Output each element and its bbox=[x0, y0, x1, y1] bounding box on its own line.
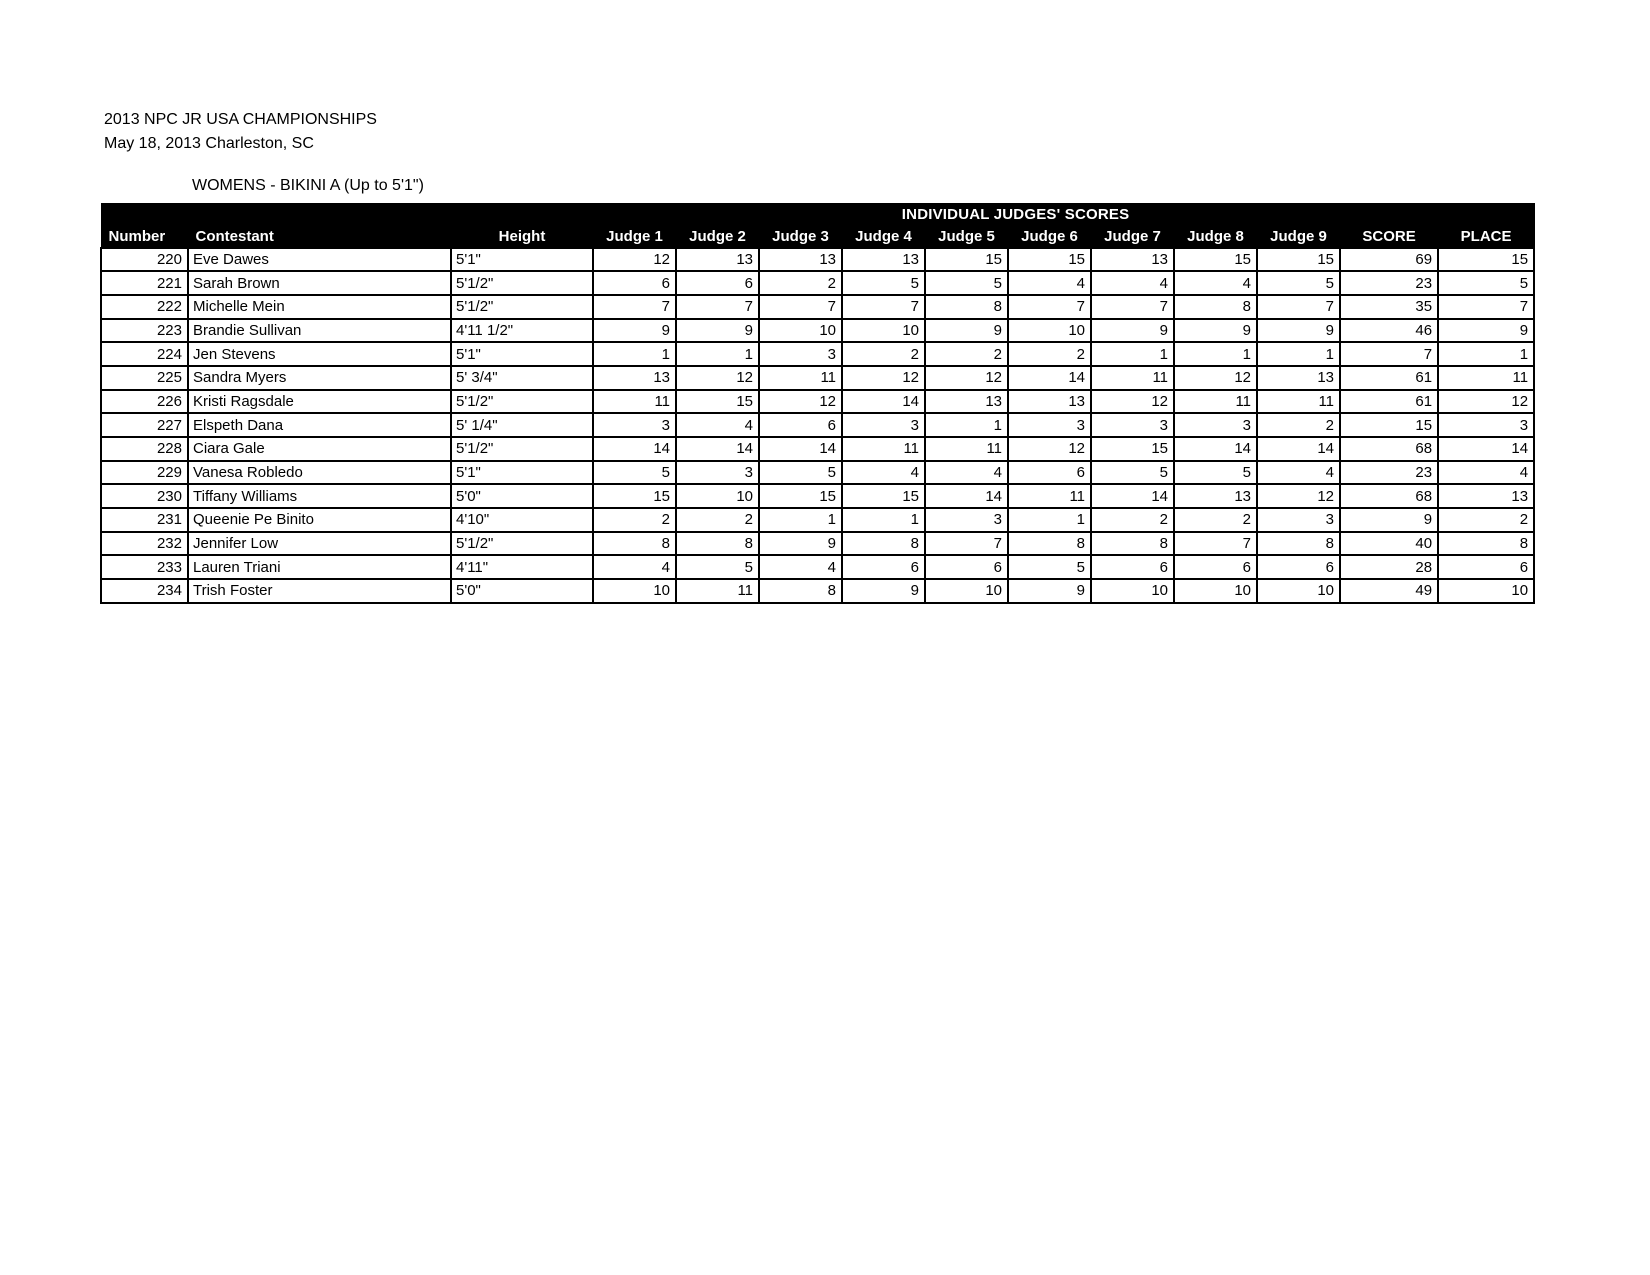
cell-judge-1: 9 bbox=[593, 319, 676, 343]
table-row bbox=[101, 461, 1534, 485]
cell-judge-5: 2 bbox=[925, 342, 1008, 366]
cell-judge-6: 13 bbox=[1008, 390, 1091, 414]
cell-judge-9: 4 bbox=[1257, 461, 1340, 485]
cell-number: 234 bbox=[101, 579, 188, 603]
cell-judge-3: 5 bbox=[759, 461, 842, 485]
cell-number: 223 bbox=[101, 319, 188, 343]
cell-contestant: Eve Dawes bbox=[188, 248, 451, 272]
cell-judge-7: 9 bbox=[1091, 319, 1174, 343]
cell-contestant: Elspeth Dana bbox=[188, 413, 451, 437]
cell-judge-8: 8 bbox=[1174, 295, 1257, 319]
cell-judge-3: 6 bbox=[759, 413, 842, 437]
cell-judge-3: 12 bbox=[759, 390, 842, 414]
cell-judge-9: 8 bbox=[1257, 532, 1340, 556]
cell-judge-4: 3 bbox=[842, 413, 925, 437]
table-row bbox=[101, 508, 1534, 532]
cell-contestant: Brandie Sullivan bbox=[188, 319, 451, 343]
cell-judge-5: 1 bbox=[925, 413, 1008, 437]
cell-judge-1: 10 bbox=[593, 579, 676, 603]
cell-judge-5: 4 bbox=[925, 461, 1008, 485]
cell-judge-2: 3 bbox=[676, 461, 759, 485]
cell-judge-1: 4 bbox=[593, 555, 676, 579]
cell-judge-5: 13 bbox=[925, 390, 1008, 414]
cell-number: 226 bbox=[101, 390, 188, 414]
cell-judge-8: 14 bbox=[1174, 437, 1257, 461]
cell-judge-9: 9 bbox=[1257, 319, 1340, 343]
cell-judge-9: 1 bbox=[1257, 342, 1340, 366]
cell-judge-6: 9 bbox=[1008, 579, 1091, 603]
cell-judge-8: 5 bbox=[1174, 461, 1257, 485]
cell-judge-7: 8 bbox=[1091, 532, 1174, 556]
cell-judge-8: 4 bbox=[1174, 271, 1257, 295]
cell-judge-2: 10 bbox=[676, 484, 759, 508]
cell-judge-1: 13 bbox=[593, 366, 676, 390]
cell-judge-3: 1 bbox=[759, 508, 842, 532]
cell-judge-1: 5 bbox=[593, 461, 676, 485]
cell-judge-6: 5 bbox=[1008, 555, 1091, 579]
cell-judge-2: 15 bbox=[676, 390, 759, 414]
table-row bbox=[101, 319, 1534, 343]
cell-height: 5'1/2" bbox=[451, 295, 593, 319]
cell-height: 4'11" bbox=[451, 555, 593, 579]
cell-judge-8: 12 bbox=[1174, 366, 1257, 390]
cell-number: 228 bbox=[101, 437, 188, 461]
col-header-judge-8: Judge 8 bbox=[1174, 226, 1257, 248]
cell-judge-4: 6 bbox=[842, 555, 925, 579]
event-title: 2013 NPC JR USA CHAMPIONSHIPS bbox=[104, 111, 377, 128]
cell-place: 2 bbox=[1438, 508, 1534, 532]
cell-contestant: Jennifer Low bbox=[188, 532, 451, 556]
band-spacer-right bbox=[1438, 204, 1534, 226]
table-row bbox=[101, 295, 1534, 319]
band-spacer-left bbox=[101, 204, 593, 226]
cell-judge-3: 2 bbox=[759, 271, 842, 295]
cell-place: 1 bbox=[1438, 342, 1534, 366]
table-row bbox=[101, 484, 1534, 508]
cell-number: 233 bbox=[101, 555, 188, 579]
band-row bbox=[101, 204, 1534, 226]
cell-place: 15 bbox=[1438, 248, 1534, 272]
cell-judge-8: 1 bbox=[1174, 342, 1257, 366]
cell-judge-3: 3 bbox=[759, 342, 842, 366]
cell-judge-6: 12 bbox=[1008, 437, 1091, 461]
cell-contestant: Jen Stevens bbox=[188, 342, 451, 366]
cell-number: 229 bbox=[101, 461, 188, 485]
cell-contestant: Trish Foster bbox=[188, 579, 451, 603]
cell-height: 5'0" bbox=[451, 484, 593, 508]
cell-judge-1: 2 bbox=[593, 508, 676, 532]
cell-number: 222 bbox=[101, 295, 188, 319]
cell-judge-1: 1 bbox=[593, 342, 676, 366]
cell-contestant: Kristi Ragsdale bbox=[188, 390, 451, 414]
cell-score: 68 bbox=[1340, 437, 1438, 461]
table-row bbox=[101, 342, 1534, 366]
cell-judge-2: 5 bbox=[676, 555, 759, 579]
cell-judge-8: 13 bbox=[1174, 484, 1257, 508]
col-header-judge-5: Judge 5 bbox=[925, 226, 1008, 248]
cell-judge-4: 5 bbox=[842, 271, 925, 295]
cell-judge-6: 7 bbox=[1008, 295, 1091, 319]
cell-judge-5: 10 bbox=[925, 579, 1008, 603]
cell-height: 5' 3/4" bbox=[451, 366, 593, 390]
table-row bbox=[101, 532, 1534, 556]
cell-height: 5'1/2" bbox=[451, 271, 593, 295]
cell-judge-2: 1 bbox=[676, 342, 759, 366]
cell-judge-1: 6 bbox=[593, 271, 676, 295]
cell-judge-7: 14 bbox=[1091, 484, 1174, 508]
cell-contestant: Vanesa Robledo bbox=[188, 461, 451, 485]
col-header-number: Number bbox=[101, 226, 188, 248]
cell-place: 3 bbox=[1438, 413, 1534, 437]
cell-place: 11 bbox=[1438, 366, 1534, 390]
cell-contestant: Sarah Brown bbox=[188, 271, 451, 295]
cell-judge-3: 15 bbox=[759, 484, 842, 508]
cell-judge-5: 7 bbox=[925, 532, 1008, 556]
cell-judge-5: 5 bbox=[925, 271, 1008, 295]
cell-judge-5: 3 bbox=[925, 508, 1008, 532]
cell-contestant: Tiffany Williams bbox=[188, 484, 451, 508]
cell-judge-1: 3 bbox=[593, 413, 676, 437]
cell-judge-4: 12 bbox=[842, 366, 925, 390]
cell-judge-8: 10 bbox=[1174, 579, 1257, 603]
cell-score: 35 bbox=[1340, 295, 1438, 319]
col-header-place: PLACE bbox=[1438, 226, 1534, 248]
cell-judge-5: 14 bbox=[925, 484, 1008, 508]
cell-score: 7 bbox=[1340, 342, 1438, 366]
cell-judge-3: 10 bbox=[759, 319, 842, 343]
table-row bbox=[101, 366, 1534, 390]
cell-height: 5'1" bbox=[451, 248, 593, 272]
cell-number: 227 bbox=[101, 413, 188, 437]
cell-score: 15 bbox=[1340, 413, 1438, 437]
cell-score: 69 bbox=[1340, 248, 1438, 272]
table-row bbox=[101, 271, 1534, 295]
cell-judge-7: 12 bbox=[1091, 390, 1174, 414]
cell-judge-1: 11 bbox=[593, 390, 676, 414]
event-date-location: May 18, 2013 Charleston, SC bbox=[104, 135, 314, 152]
cell-judge-5: 6 bbox=[925, 555, 1008, 579]
cell-judge-7: 7 bbox=[1091, 295, 1174, 319]
cell-judge-9: 7 bbox=[1257, 295, 1340, 319]
cell-judge-5: 15 bbox=[925, 248, 1008, 272]
cell-score: 9 bbox=[1340, 508, 1438, 532]
cell-judge-1: 12 bbox=[593, 248, 676, 272]
cell-judge-3: 7 bbox=[759, 295, 842, 319]
col-header-judge-6: Judge 6 bbox=[1008, 226, 1091, 248]
cell-judge-6: 15 bbox=[1008, 248, 1091, 272]
cell-judge-4: 13 bbox=[842, 248, 925, 272]
cell-judge-6: 11 bbox=[1008, 484, 1091, 508]
cell-judge-1: 7 bbox=[593, 295, 676, 319]
cell-height: 5'1" bbox=[451, 461, 593, 485]
col-header-judge-4: Judge 4 bbox=[842, 226, 925, 248]
cell-height: 4'10" bbox=[451, 508, 593, 532]
results-table-body bbox=[101, 248, 1534, 603]
cell-judge-9: 11 bbox=[1257, 390, 1340, 414]
division-title: WOMENS - BIKINI A (Up to 5'1") bbox=[192, 177, 424, 194]
cell-height: 4'11 1/2" bbox=[451, 319, 593, 343]
cell-judge-7: 4 bbox=[1091, 271, 1174, 295]
cell-place: 6 bbox=[1438, 555, 1534, 579]
table-row bbox=[101, 248, 1534, 272]
cell-judge-2: 14 bbox=[676, 437, 759, 461]
cell-height: 5' 1/4" bbox=[451, 413, 593, 437]
cell-judge-1: 14 bbox=[593, 437, 676, 461]
cell-judge-2: 11 bbox=[676, 579, 759, 603]
cell-place: 12 bbox=[1438, 390, 1534, 414]
cell-number: 230 bbox=[101, 484, 188, 508]
cell-judge-4: 11 bbox=[842, 437, 925, 461]
cell-judge-8: 3 bbox=[1174, 413, 1257, 437]
cell-judge-4: 10 bbox=[842, 319, 925, 343]
cell-score: 46 bbox=[1340, 319, 1438, 343]
cell-number: 231 bbox=[101, 508, 188, 532]
cell-judge-7: 6 bbox=[1091, 555, 1174, 579]
cell-judge-9: 6 bbox=[1257, 555, 1340, 579]
cell-judge-2: 2 bbox=[676, 508, 759, 532]
cell-score: 49 bbox=[1340, 579, 1438, 603]
cell-judge-2: 12 bbox=[676, 366, 759, 390]
cell-judge-7: 15 bbox=[1091, 437, 1174, 461]
cell-score: 23 bbox=[1340, 271, 1438, 295]
cell-judge-6: 2 bbox=[1008, 342, 1091, 366]
cell-contestant: Queenie Pe Binito bbox=[188, 508, 451, 532]
cell-judge-5: 11 bbox=[925, 437, 1008, 461]
cell-place: 8 bbox=[1438, 532, 1534, 556]
cell-judge-9: 14 bbox=[1257, 437, 1340, 461]
cell-score: 68 bbox=[1340, 484, 1438, 508]
cell-contestant: Lauren Triani bbox=[188, 555, 451, 579]
cell-judge-3: 4 bbox=[759, 555, 842, 579]
cell-judge-3: 11 bbox=[759, 366, 842, 390]
cell-judge-5: 9 bbox=[925, 319, 1008, 343]
cell-judge-6: 10 bbox=[1008, 319, 1091, 343]
cell-judge-8: 2 bbox=[1174, 508, 1257, 532]
cell-judge-4: 9 bbox=[842, 579, 925, 603]
cell-number: 232 bbox=[101, 532, 188, 556]
cell-judge-2: 9 bbox=[676, 319, 759, 343]
cell-judge-7: 1 bbox=[1091, 342, 1174, 366]
cell-judge-3: 14 bbox=[759, 437, 842, 461]
table-row bbox=[101, 579, 1534, 603]
results-table-header bbox=[101, 204, 1534, 248]
cell-number: 221 bbox=[101, 271, 188, 295]
col-header-height: Height bbox=[451, 226, 593, 248]
cell-judge-2: 4 bbox=[676, 413, 759, 437]
cell-judge-9: 2 bbox=[1257, 413, 1340, 437]
cell-judge-7: 3 bbox=[1091, 413, 1174, 437]
table-row bbox=[101, 437, 1534, 461]
col-header-contestant: Contestant bbox=[188, 226, 451, 248]
cell-height: 5'1" bbox=[451, 342, 593, 366]
cell-judge-8: 6 bbox=[1174, 555, 1257, 579]
cell-judge-9: 15 bbox=[1257, 248, 1340, 272]
cell-judge-4: 14 bbox=[842, 390, 925, 414]
cell-judge-6: 1 bbox=[1008, 508, 1091, 532]
cell-judge-6: 4 bbox=[1008, 271, 1091, 295]
cell-judge-6: 6 bbox=[1008, 461, 1091, 485]
cell-score: 28 bbox=[1340, 555, 1438, 579]
cell-judge-3: 13 bbox=[759, 248, 842, 272]
cell-judge-9: 13 bbox=[1257, 366, 1340, 390]
cell-judge-2: 7 bbox=[676, 295, 759, 319]
cell-score: 40 bbox=[1340, 532, 1438, 556]
cell-judge-4: 7 bbox=[842, 295, 925, 319]
cell-judge-7: 2 bbox=[1091, 508, 1174, 532]
cell-judge-2: 8 bbox=[676, 532, 759, 556]
cell-judge-1: 15 bbox=[593, 484, 676, 508]
cell-place: 5 bbox=[1438, 271, 1534, 295]
cell-place: 4 bbox=[1438, 461, 1534, 485]
cell-place: 9 bbox=[1438, 319, 1534, 343]
cell-height: 5'1/2" bbox=[451, 390, 593, 414]
cell-place: 7 bbox=[1438, 295, 1534, 319]
cell-judge-4: 8 bbox=[842, 532, 925, 556]
results-table bbox=[100, 203, 1535, 604]
cell-judge-7: 11 bbox=[1091, 366, 1174, 390]
cell-judge-4: 2 bbox=[842, 342, 925, 366]
cell-contestant: Michelle Mein bbox=[188, 295, 451, 319]
cell-judge-4: 15 bbox=[842, 484, 925, 508]
cell-judge-6: 8 bbox=[1008, 532, 1091, 556]
col-header-judge-9: Judge 9 bbox=[1257, 226, 1340, 248]
cell-judge-9: 5 bbox=[1257, 271, 1340, 295]
table-row bbox=[101, 413, 1534, 437]
cell-score: 61 bbox=[1340, 366, 1438, 390]
col-header-judge-7: Judge 7 bbox=[1091, 226, 1174, 248]
cell-score: 23 bbox=[1340, 461, 1438, 485]
cell-judge-4: 4 bbox=[842, 461, 925, 485]
column-header-row bbox=[101, 226, 1534, 248]
cell-height: 5'1/2" bbox=[451, 437, 593, 461]
cell-judge-7: 13 bbox=[1091, 248, 1174, 272]
cell-height: 5'1/2" bbox=[451, 532, 593, 556]
cell-score: 61 bbox=[1340, 390, 1438, 414]
cell-judge-8: 7 bbox=[1174, 532, 1257, 556]
cell-place: 14 bbox=[1438, 437, 1534, 461]
col-header-judge-2: Judge 2 bbox=[676, 226, 759, 248]
cell-judge-7: 10 bbox=[1091, 579, 1174, 603]
cell-judge-2: 13 bbox=[676, 248, 759, 272]
cell-number: 225 bbox=[101, 366, 188, 390]
cell-judge-5: 8 bbox=[925, 295, 1008, 319]
col-header-judge-3: Judge 3 bbox=[759, 226, 842, 248]
cell-judge-6: 14 bbox=[1008, 366, 1091, 390]
cell-judge-9: 10 bbox=[1257, 579, 1340, 603]
cell-judge-8: 15 bbox=[1174, 248, 1257, 272]
cell-judge-8: 11 bbox=[1174, 390, 1257, 414]
cell-contestant: Sandra Myers bbox=[188, 366, 451, 390]
col-header-score: SCORE bbox=[1340, 226, 1438, 248]
cell-judge-5: 12 bbox=[925, 366, 1008, 390]
cell-place: 13 bbox=[1438, 484, 1534, 508]
cell-contestant: Ciara Gale bbox=[188, 437, 451, 461]
cell-judge-1: 8 bbox=[593, 532, 676, 556]
cell-judge-8: 9 bbox=[1174, 319, 1257, 343]
cell-number: 220 bbox=[101, 248, 188, 272]
band-title: INDIVIDUAL JUDGES' SCORES bbox=[593, 204, 1438, 226]
cell-judge-4: 1 bbox=[842, 508, 925, 532]
cell-judge-3: 8 bbox=[759, 579, 842, 603]
cell-place: 10 bbox=[1438, 579, 1534, 603]
cell-judge-7: 5 bbox=[1091, 461, 1174, 485]
table-row bbox=[101, 555, 1534, 579]
cell-height: 5'0" bbox=[451, 579, 593, 603]
cell-judge-6: 3 bbox=[1008, 413, 1091, 437]
cell-judge-9: 12 bbox=[1257, 484, 1340, 508]
cell-judge-3: 9 bbox=[759, 532, 842, 556]
table-row bbox=[101, 390, 1534, 414]
col-header-judge-1: Judge 1 bbox=[593, 226, 676, 248]
cell-judge-2: 6 bbox=[676, 271, 759, 295]
cell-number: 224 bbox=[101, 342, 188, 366]
cell-judge-9: 3 bbox=[1257, 508, 1340, 532]
